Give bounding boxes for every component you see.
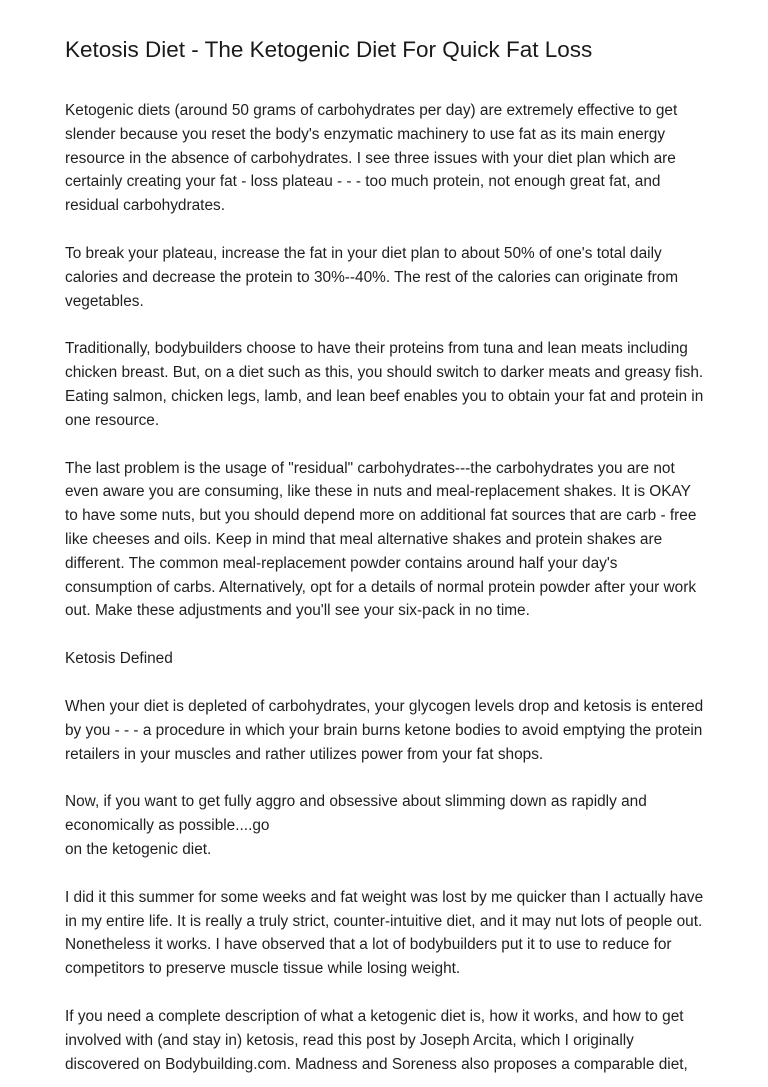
paragraph-residual-carbs: The last problem is the usage of "residual" carbohydrates---the carbohydrates you are not even aware you are consuming, like these in nuts and meal-replacement shakes. It is OKAY to have some nuts, but you should depend more on additional fat sources that are carb - free like cheeses and oils. Keep in mind that meal alternative shakes and protein shakes are different. The common meal-replacement powder contains around half your day's consumption of carbs. Alternatively, opt for a details of normal protein powder after your work out. Make these adjustments and you'll see your six-pack in no time. (65, 459, 697, 620)
paragraph-aggro: Now, if you want to get fully aggro and obsessive about slimming down as rapidly and economically as possible....go on the ketogenic diet. (65, 793, 647, 858)
paragraph-ketosis-definition: When your diet is depleted of carbohydrates, your glycogen levels drop and ketosis is entered by you - - - a procedure in which your brain burns ketone bodies to avoid emptying the protein retailers in your muscles and rather utilizes power from your fat shops. (65, 697, 704, 763)
paragraph-intro: Ketogenic diets (around 50 grams of carbohydrates per day) are extremely effective to get slender because you reset the body's enzymatic machinery to use fat as its main energy resource in the absence of carbohydrates. I see three issues with your diet plan which are certainly creating your fat - loss plateau - - - too much protein, not enough great fat, and residual carbohydrates. (65, 102, 678, 215)
paragraph-proteins: Traditionally, bodybuilders choose to have their proteins from tuna and lean meats including chicken breast. But, on a diet such as this, you should switch to darker meats and greasy fish. Eating salmon, chicken legs, lamb, and lean beef enables you to obtain your fat and protein in one resource. (65, 340, 704, 429)
document-title: Ketosis Diet - The Ketogenic Diet For Quick Fat Loss (65, 37, 593, 62)
paragraph-description: If you need a complete description of what a ketogenic diet is, how it works, and how to get involved with (and stay in) ketosis, read this post by Joseph Arcita, which I originally discovered on Bodybuilding.com. Madness and Soreness also proposes a comparable diet, (65, 1007, 688, 1073)
paragraph-summer: I did it this summer for some weeks and fat weight was lost by me quicker than I actually have in my entire life. It is really a truly strict, counter-intuitive diet, and it may nut lots of people out. Nonetheless it works. I have observed that a lot of bodybuilders put it to use to reduce for competitors to preserve muscle tissue while losing weight. (65, 888, 704, 978)
section-heading-ketosis-defined: Ketosis Defined (65, 650, 173, 668)
paragraph-plateau: To break your plateau, increase the fat in your diet plan to about 50% of one's total daily calories and decrease the protein to 30%--40%. The rest of the calories can originate from vegetables. (65, 244, 679, 310)
